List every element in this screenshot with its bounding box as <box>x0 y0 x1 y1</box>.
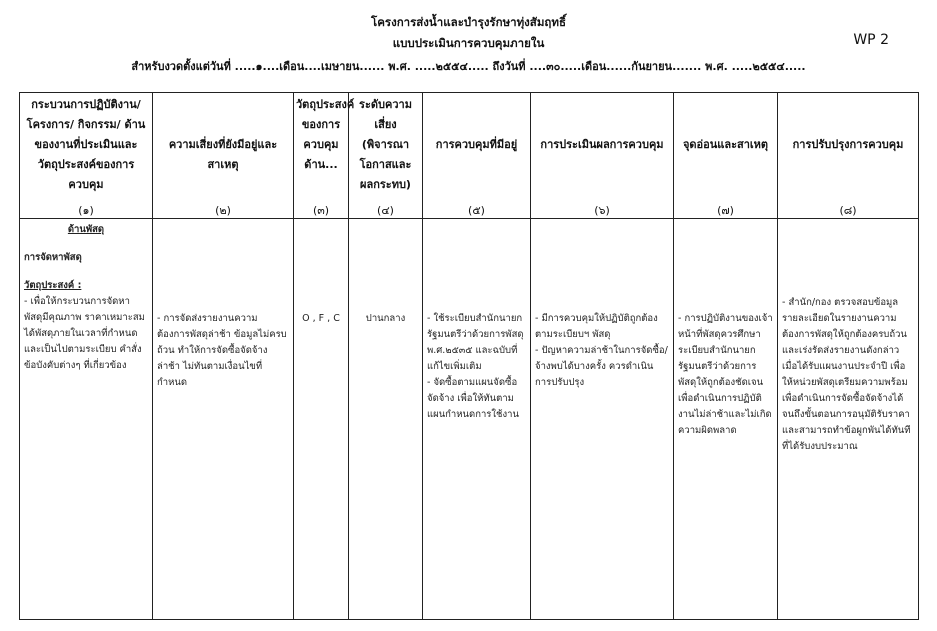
form-code: WP 2 <box>853 32 889 48</box>
col-header-improvement: การปรับปรุงการควบคุม (๘) <box>778 93 919 219</box>
cell-risk-level: ปานกลาง <box>349 219 423 620</box>
form-title: แบบประเมินการควบคุมภายใน <box>392 36 545 50</box>
activity-title: การจัดหาพัสดุ <box>24 252 82 263</box>
table-row <box>20 219 919 620</box>
col-header-existing-control: การควบคุมที่มีอยู่ (๕) <box>423 93 531 219</box>
col-header-risk: ความเสี่ยงที่ยังมีอยู่และสาเหตุ (๒) <box>153 93 294 219</box>
cell-improvement: - สำนัก/กอง ตรวจสอบข้อมูล รายละเอียดในรายงานความต้องการพัสดุให้ถูกต้องครบถ้วน และเร่งรัดส่งรายงานดังกล่าวเมื่อได้รับแผนงานประจำปี เพื่อให้หน่วยพัสดุเตรียมความพร้อมเพื่อดำเนินการจัดซื้อจัดจ้างได้จนถึงขั้นตอนการอนุมัติรับราคา และสามารถทำข้อผูกพันได้ทันทีที่ได้รับงบประมาณ <box>778 219 919 620</box>
cell-weakness: - การปฏิบัติงานของเจ้าหน้าที่พัสดุควรศึกษาระเบียบสำนักนายกรัฐมนตรีว่าด้วยการพัสดุให้ถูกต้องชัดเจน เพื่อดำเนินการปฏิบัติงานไม่ล่าช้าและไม่เกิดความผิดพลาด <box>674 219 778 620</box>
col-header-process: กระบวนการปฏิบัติงาน/ โครงการ/ กิจกรรม/ ด้านของงานที่ประเมินและวัตถุประสงค์ของการควบคุม (๑) <box>20 93 153 219</box>
col-header-control-objective: วัตถุประสงค์ของการควบคุมด้าน... (๓) <box>294 93 349 219</box>
objective-text: - เพื่อให้กระบวนการจัดหาพัสดุมีคุณภาพ ราคาเหมาะสม ได้พัสดุภายในเวลาที่กำหนดและเป็นไปตามระเบียบ คำสั่ง ข้อบังคับต่างๆ ที่เกี่ยวข้อง <box>24 296 145 371</box>
period-line: สำหรับงวดตั้งแต่วันที่ .....๑....เดือน....เมษายน...... พ.ศ. .....๒๕๕๔..... ถึงวันที่ ....๓๐.....เดือน......กันยายน....... พ.ศ. .....๒๕๕๔..... <box>131 60 806 73</box>
header-row <box>20 93 919 219</box>
cell-control-objective: O , F , C <box>294 219 349 620</box>
objective-label: วัตถุประสงค์ : <box>24 280 82 291</box>
assessment-table <box>19 92 919 620</box>
col-header-weakness: จุดอ่อนและสาเหตุ (๗) <box>674 93 778 219</box>
cell-process <box>20 219 153 620</box>
cell-existing-control: - ใช้ระเบียบสำนักนายกรัฐมนตรีว่าด้วยการพัสดุ พ.ศ.๒๕๓๕ และฉบับที่แก้ไขเพิ่มเติม - จัดซื้อตามแผนจัดซื้อจัดจ้าง เพื่อให้ทันตามแผนกำหนดการใช้งาน <box>423 219 531 620</box>
cell-risk: - การจัดส่งรายงานความต้องการพัสดุล่าช้า ข้อมูลไม่ครบถ้วน ทำให้การจัดซื้อจัดจ้างล่าช้า ไม่ทันตามเงื่อนไขที่กำหนด <box>153 219 294 620</box>
org-title: โครงการส่งน้ำและบำรุงรักษาทุ่งสัมฤทธิ์ <box>371 15 566 29</box>
col-header-control-evaluation: การประเมินผลการควบคุม (๖) <box>531 93 674 219</box>
cell-control-evaluation: - มีการควบคุมให้ปฏิบัติถูกต้องตามระเบียบฯ พัสดุ - ปัญหาความล่าช้าในการจัดซื้อ/จ้างพบได้บางครั้ง ควรดำเนินการปรับปรุง <box>531 219 674 620</box>
col-header-risk-level: ระดับความเสี่ยง (พิจารณาโอกาสและผลกระทบ) (๔) <box>349 93 423 219</box>
section-title: ด้านพัสดุ <box>67 224 105 235</box>
